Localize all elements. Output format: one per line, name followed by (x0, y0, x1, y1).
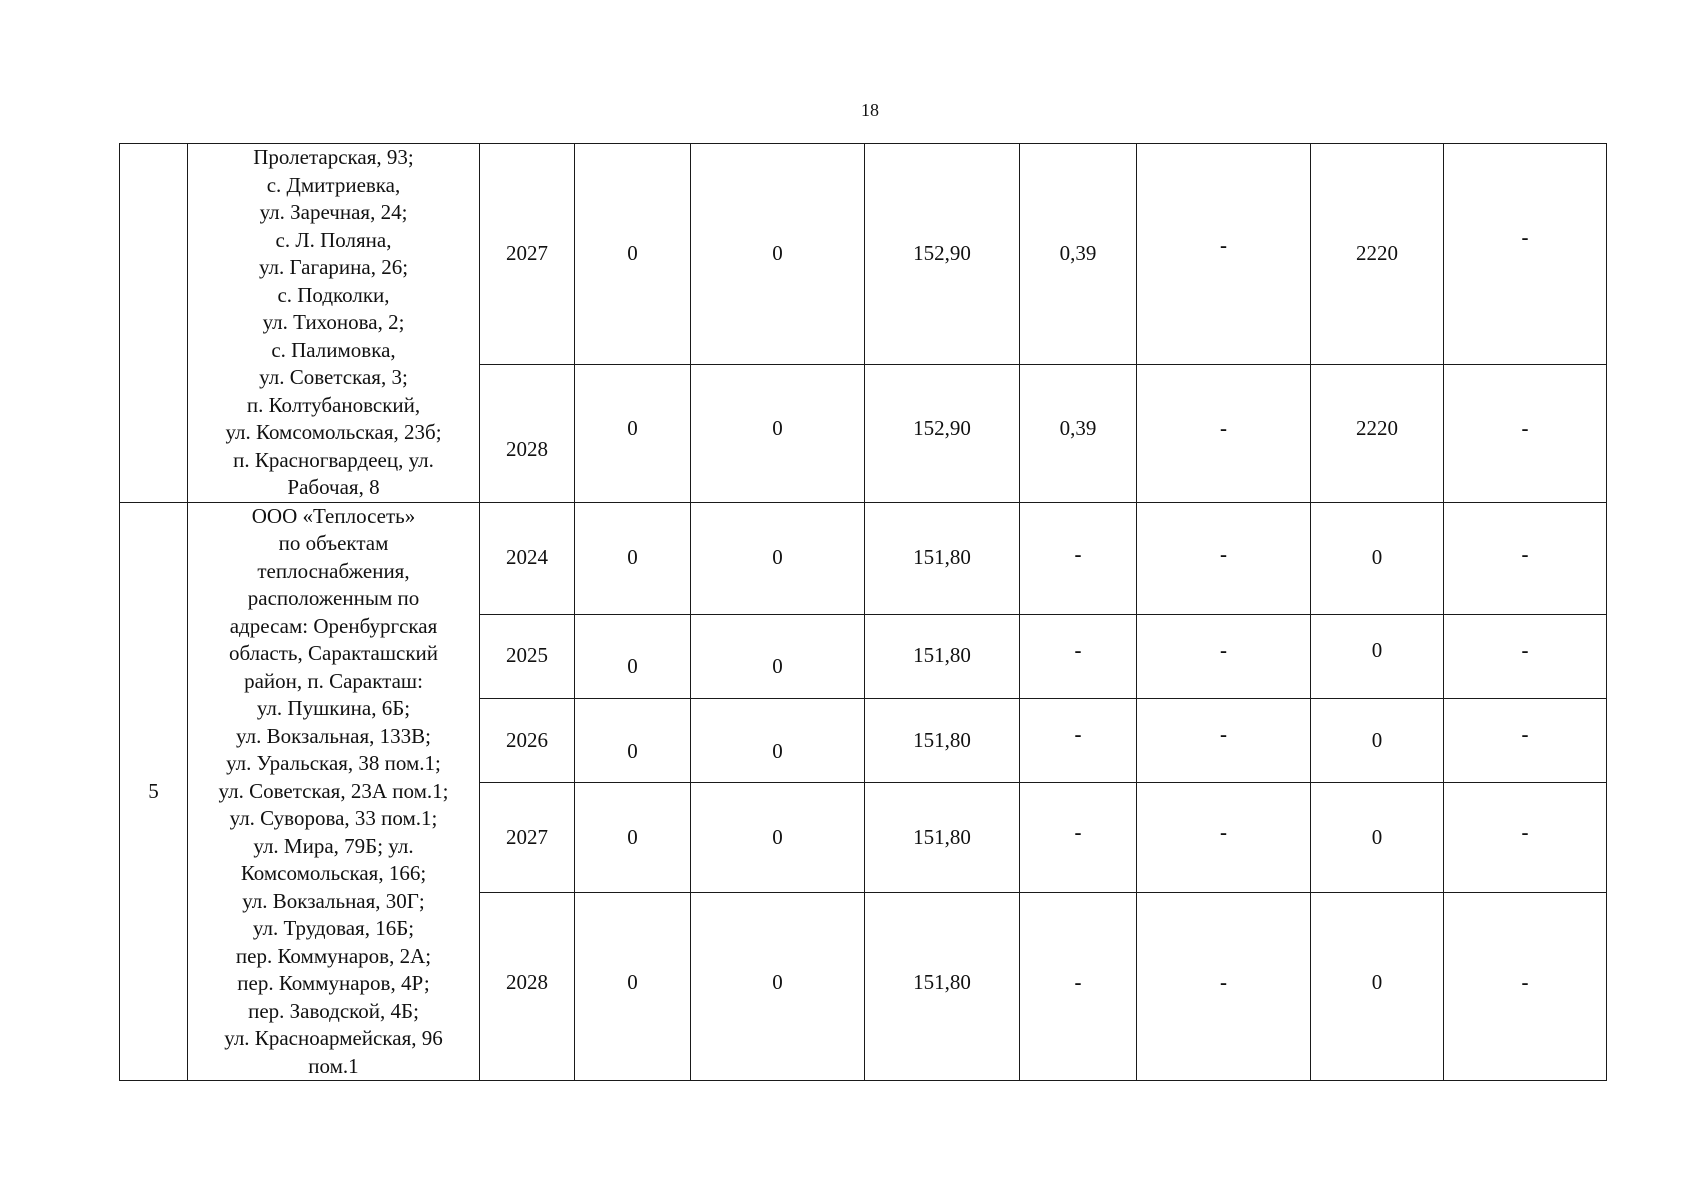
tariff-cell: 151,80 (865, 614, 1020, 698)
value-cell: - (1020, 502, 1137, 614)
value-cell: 2220 (1311, 364, 1444, 502)
value-cell: 0 (1311, 698, 1444, 782)
value-cell: 0 (691, 364, 865, 502)
year-cell: 2027 (480, 783, 575, 893)
index-cell: 5 (120, 502, 188, 1081)
tariff-cell: 151,80 (865, 698, 1020, 782)
value-cell: - (1444, 698, 1607, 782)
value-cell: 0,39 (1020, 144, 1137, 365)
value-cell: 0 (691, 614, 865, 698)
value-cell: 0 (575, 698, 691, 782)
table-row (120, 502, 1607, 614)
value-cell: - (1444, 892, 1607, 1080)
address-cell: ООО «Теплосеть» по объектам теплоснабжения, расположенным по адресам: Оренбургская область, Саракташский район, п. Саракташ: ул. Пушкина, 6Б; ул. Вокзальная, 133В; ул. Уральская, 38 пом.1; ул. Советская, 23А пом.1; ул. Суворова, 33 пом.1; ул. Мира, 79Б; ул. Комсомольская, 166; ул. Вокзальная, 30Г; ул. Трудовая, 16Б; пер. Коммунаров, 2А; пер. Коммунаров, 4Р; пер. Заводской, 4Б; ул. Красноармейская, 96 пом.1 (188, 502, 480, 1081)
year-cell: 2028 (480, 364, 575, 502)
index-cell (120, 144, 188, 503)
value-cell: 0 (1311, 783, 1444, 893)
value-cell: - (1137, 614, 1311, 698)
value-cell: - (1137, 783, 1311, 893)
tariff-cell: 151,80 (865, 783, 1020, 893)
value-cell: - (1137, 892, 1311, 1080)
value-cell: - (1137, 502, 1311, 614)
value-cell: 0 (575, 502, 691, 614)
value-cell: - (1444, 614, 1607, 698)
value-cell: 0 (1311, 502, 1444, 614)
year-cell: 2024 (480, 502, 575, 614)
value-cell: - (1137, 144, 1311, 365)
value-cell: 0 (1311, 614, 1444, 698)
value-cell: 0 (1311, 892, 1444, 1080)
value-cell: - (1137, 698, 1311, 782)
year-cell: 2027 (480, 144, 575, 365)
year-cell: 2028 (480, 892, 575, 1080)
page-number: 18 (861, 100, 879, 120)
value-cell: 2220 (1311, 144, 1444, 365)
tariff-cell: 152,90 (865, 144, 1020, 365)
value-cell: 0 (691, 783, 865, 893)
address-cell: Пролетарская, 93; с. Дмитриевка, ул. Заречная, 24; с. Л. Поляна, ул. Гагарина, 26; с. Подколки, ул. Тихонова, 2; с. Палимовка, ул. Советская, 3; п. Колтубановский, ул. Комсомольская, 23б; п. Красногвардеец, ул. Рабочая, 8 (188, 144, 480, 503)
value-cell: - (1020, 892, 1137, 1080)
value-cell: 0 (575, 614, 691, 698)
table-row (120, 144, 1607, 365)
value-cell: - (1444, 144, 1607, 365)
value-cell: - (1020, 783, 1137, 893)
value-cell: 0 (575, 144, 691, 365)
value-cell: 0 (691, 892, 865, 1080)
value-cell: 0 (691, 144, 865, 365)
tariff-cell: 151,80 (865, 892, 1020, 1080)
value-cell: 0 (691, 502, 865, 614)
value-cell: 0 (575, 364, 691, 502)
value-cell: - (1444, 364, 1607, 502)
value-cell: 0 (575, 892, 691, 1080)
tariff-table (119, 143, 1607, 1081)
year-cell: 2026 (480, 698, 575, 782)
value-cell: - (1444, 783, 1607, 893)
value-cell: - (1020, 614, 1137, 698)
value-cell: - (1137, 364, 1311, 502)
value-cell: 0 (691, 698, 865, 782)
value-cell: 0 (575, 783, 691, 893)
value-cell: - (1020, 698, 1137, 782)
tariff-cell: 152,90 (865, 364, 1020, 502)
year-cell: 2025 (480, 614, 575, 698)
tariff-cell: 151,80 (865, 502, 1020, 614)
value-cell: 0,39 (1020, 364, 1137, 502)
value-cell: - (1444, 502, 1607, 614)
